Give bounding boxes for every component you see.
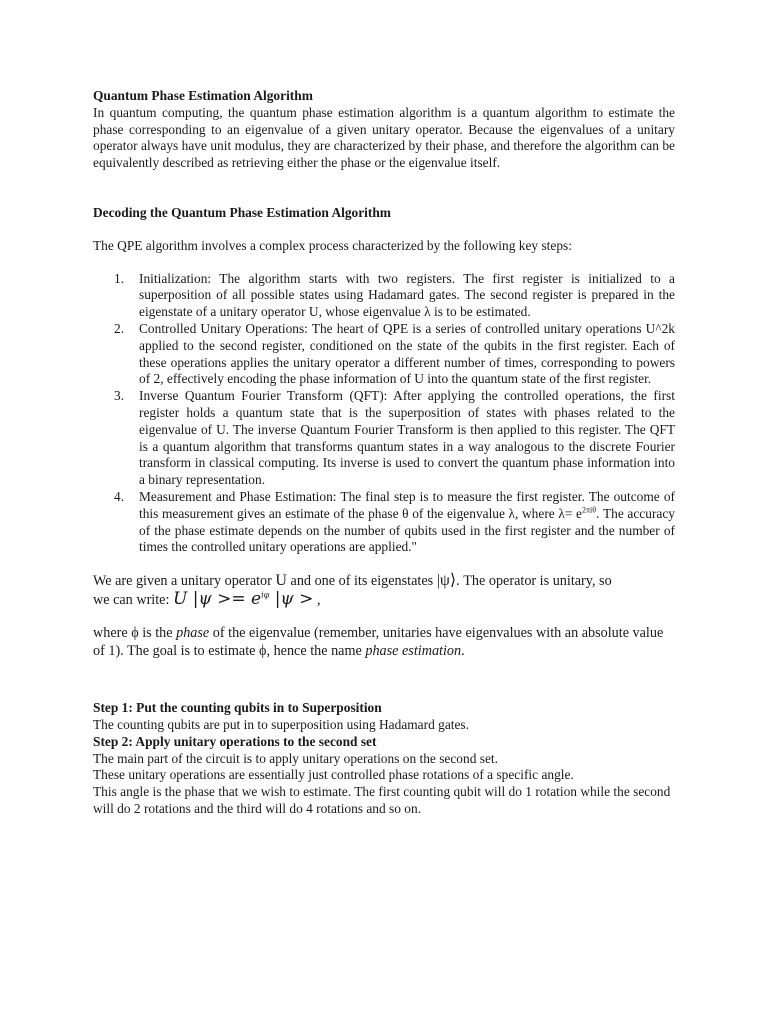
- equation: [173, 589, 313, 609]
- where-text-a: where ϕ is the: [93, 625, 177, 642]
- page-title: Quantum Phase Estimation Algorithm: [93, 88, 313, 103]
- where-text-b: of the eigenvalue (remember, unitaries have eigenvalues with an absolute value of 1). The goal is to estimate ϕ, hence the name: [93, 625, 664, 659]
- list-text: Inverse Quantum Fourier Transform (QFT): After applying the controlled operations, the first register holds a quantum state that is the superposition of states with phases related to the eigenvalue of U. The inverse Quantum Fourier Transform is then applied to this register. The QFT is a quantum algorithm that transforms quantum states in a way analogous to the discrete Fourier transform in classical computing. Its inverse is used to convert the quantum phase information into a binary representation.: [139, 388, 675, 488]
- steps-intro: The QPE algorithm involves a complex process characterized by the following key steps:: [93, 237, 572, 253]
- steps-list: [93, 271, 675, 557]
- list-text-a: Measurement and Phase Estimation: The final step is to measure the first register. The outcome of this measurement gives an estimate of the phase θ of the eigenvalue λ, where λ= e: [139, 488, 675, 521]
- equation-end: ,: [313, 591, 321, 608]
- equation-lhs: U |ψ >= e: [172, 588, 262, 609]
- intro-paragraph: In quantum computing, the quantum phase estimation algorithm is a quantum algorithm to estimate the phase corresponding to an eigenvalue of a given unitary operator. Because the eigenvalues of a unitary operator always have unit modulus, they are characterized by their phase, and therefore the algorithm can be equivalently described as retrieving either the phase or the eigenvalue itself.: [93, 104, 675, 171]
- step2-line: The main part of the circuit is to apply unitary operations on the second set.: [93, 750, 498, 766]
- given-text-c: . The operator is unitary, so: [456, 573, 612, 590]
- equation-rhs: |ψ >: [269, 588, 314, 609]
- decoding-heading: Decoding the Quantum Phase Estimation Algorithm: [93, 204, 391, 220]
- list-item: [93, 489, 675, 556]
- exponent: 2πiθ: [581, 505, 597, 515]
- step1-heading: Step 1: Put the counting qubits in to Superposition: [93, 700, 382, 716]
- list-number: 1.: [114, 270, 125, 286]
- phase-word: phase: [176, 625, 210, 642]
- list-item: [93, 271, 675, 321]
- list-text: Initialization: The algorithm starts with two registers. The first register is initialized to a superposition of all possible states using Hadamard gates. The second register is prepared in the eigenstate of a unitary operator U, whose eigenvalue λ is to be estimated.: [139, 270, 675, 320]
- list-number: 4.: [114, 488, 125, 504]
- given-paragraph: [93, 572, 675, 609]
- given-text-b: and one of its eigenstates: [286, 573, 437, 590]
- list-number: 2.: [114, 320, 125, 336]
- eigenstate-ket: |ψ⟩: [436, 572, 457, 590]
- list-item: [93, 388, 675, 489]
- list-text-b: . The accuracy of the phase estimate depends on the number of qubits used in the first register and the number of times the controlled unitary operations are applied.": [139, 505, 675, 555]
- list-item: [93, 321, 675, 388]
- equation-exponent: iφ: [261, 589, 270, 599]
- where-paragraph: [93, 625, 675, 660]
- step2-line: These unitary operations are essentially just controlled phase rotations of a specific angle.: [93, 767, 574, 783]
- list-number: 3.: [114, 388, 125, 404]
- phase-estimation-word: phase estimation: [365, 642, 462, 659]
- where-text-c: .: [461, 642, 465, 659]
- list-text: Controlled Unitary Operations: The heart of QPE is a series of controlled unitary operations U^2k applied to the second register, conditioned on the state of the qubits in the first register. Each of these operations applies the unitary operator a different number of times, corresponding to powers of 2, effectively encoding the phase information of U into the quantum state of the first register.: [139, 320, 675, 387]
- step2-line: This angle is the phase that we wish to estimate. The first counting qubit will do 1 rotation while the second will do 2 rotations and the third will do 4 rotations and so on.: [93, 784, 671, 816]
- given-text-d: we can write:: [93, 591, 173, 608]
- document-body: [93, 88, 675, 818]
- step2-heading: Step 2: Apply unitary operations to the second set: [93, 733, 377, 749]
- given-text-a: We are given a unitary operator: [93, 573, 276, 590]
- step1-text: The counting qubits are put in to superposition using Hadamard gates.: [93, 716, 469, 732]
- operator-u: U: [275, 572, 287, 590]
